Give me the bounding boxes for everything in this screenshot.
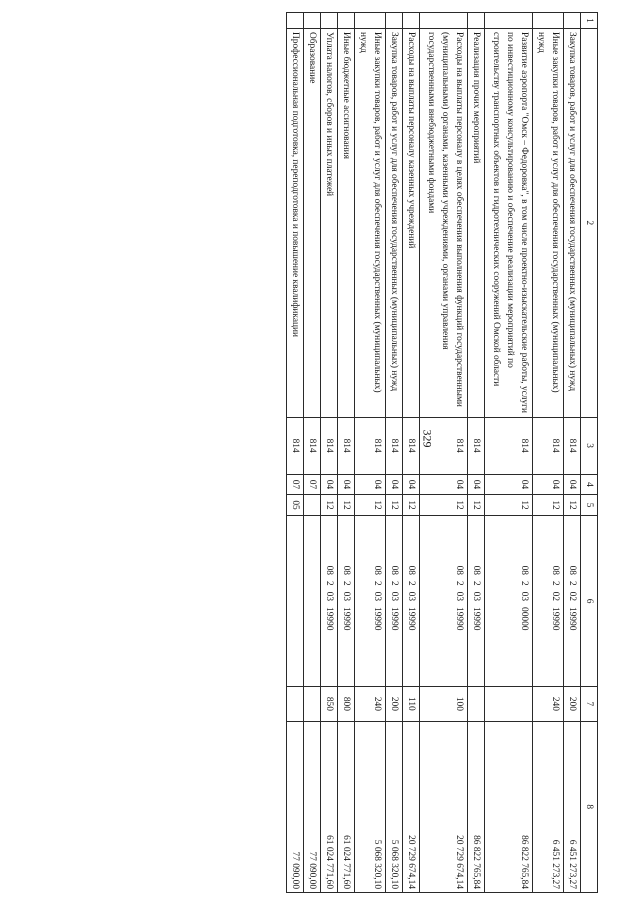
row-section-code: 04 — [355, 474, 386, 495]
row-expense-type — [468, 687, 485, 721]
row-amount: 20 729 674,14 — [420, 721, 468, 892]
table-row — [564, 13, 581, 893]
row-section-code: 04 — [468, 474, 485, 495]
target-article-part: 19990 — [567, 607, 577, 631]
target-article-part: 19990 — [454, 607, 464, 631]
row-col-1 — [304, 13, 321, 29]
row-amount: 5 068 320,10 — [355, 721, 386, 892]
target-article-part: 2 — [324, 580, 334, 586]
row-admin-code: 814 — [321, 417, 338, 474]
header-col-5: 5 — [581, 495, 598, 516]
row-name: Профессиональная подготовка, переподготовка и повышение квалификации — [287, 29, 304, 418]
row-name: Расходы на выплаты персоналу в целях обеспечения выполнения функций государственными (муниципальными) органами, казенными учреждениями, органами управления государственными внебюджетными фондами — [420, 29, 468, 418]
row-expense-type: 850 — [321, 687, 338, 721]
table-row — [386, 13, 403, 893]
row-section-code: 04 — [403, 474, 420, 495]
target-article-part: 08 — [389, 565, 399, 575]
row-target-article — [321, 515, 338, 686]
target-article-part: 08 — [519, 565, 529, 575]
row-expense-type: 100 — [420, 687, 468, 721]
target-article-part: 2 — [471, 580, 481, 586]
target-article-part: 2 — [372, 580, 382, 586]
table-row — [468, 13, 485, 893]
row-amount: 5 068 320,10 — [386, 721, 403, 892]
target-article-part: 03 — [406, 591, 416, 602]
row-subsection-code: 12 — [468, 495, 485, 516]
target-article-part: 2 — [341, 580, 351, 586]
target-article-part: 03 — [341, 591, 351, 602]
row-amount: 77 090,00 — [287, 721, 304, 892]
row-amount: 6 451 273,27 — [533, 721, 564, 892]
row-subsection-code: 12 — [386, 495, 403, 516]
row-admin-code: 814 — [564, 417, 581, 474]
table-row — [321, 13, 338, 893]
row-name: Развитие аэропорта "Омск – Федоровка", в том числе проектно-изыскательские работы, услуги по инвестиционному консультированию и обеспечение реализации мероприятий по строительству транспортных объектов и гидротехнических сооружений Омской области — [485, 29, 533, 418]
row-admin-code: 814 — [355, 417, 386, 474]
target-article-part: 08 — [471, 565, 481, 575]
table-header-row — [581, 13, 598, 893]
row-admin-code: 814 — [304, 417, 321, 474]
target-article-part: 19990 — [550, 607, 560, 631]
row-col-1 — [533, 13, 564, 29]
target-article-part: 03 — [471, 591, 481, 602]
row-name: Образование — [304, 29, 321, 418]
row-target-article — [533, 515, 564, 686]
row-amount: 86 822 765,84 — [485, 721, 533, 892]
row-target-article — [403, 515, 420, 686]
row-expense-type: 110 — [403, 687, 420, 721]
row-admin-code: 814 — [485, 417, 533, 474]
row-subsection-code: 12 — [338, 495, 355, 516]
target-article-part: 2 — [567, 580, 577, 586]
row-section-code: 07 — [287, 474, 304, 495]
target-article-part: 19990 — [471, 607, 481, 631]
table-row — [533, 13, 564, 893]
target-article-part: 08 — [567, 565, 577, 575]
row-name: Иные закупки товаров, работ и услуг для обеспечения государственных (муниципальных) нужд — [533, 29, 564, 418]
row-target-article — [355, 515, 386, 686]
row-subsection-code: 12 — [355, 495, 386, 516]
row-section-code: 04 — [420, 474, 468, 495]
rotated-table-container — [68, 12, 598, 893]
row-name: Закупка товаров, работ и услуг для обеспечения государственных (муниципальных) нужд — [386, 29, 403, 418]
row-amount: 77 090,00 — [304, 721, 321, 892]
row-amount: 6 451 273,27 — [564, 721, 581, 892]
row-col-1 — [321, 13, 338, 29]
row-admin-code: 814 — [533, 417, 564, 474]
row-amount: 61 024 771,60 — [338, 721, 355, 892]
row-col-1 — [485, 13, 533, 29]
table-row — [287, 13, 304, 893]
row-col-1 — [338, 13, 355, 29]
target-article-part: 19990 — [406, 607, 416, 631]
row-admin-code: 814 — [420, 417, 468, 474]
row-amount: 20 729 674,14 — [403, 721, 420, 892]
row-admin-code: 814 — [468, 417, 485, 474]
table-row — [304, 13, 321, 893]
table-row — [338, 13, 355, 893]
row-section-code: 04 — [564, 474, 581, 495]
row-subsection-code: 12 — [564, 495, 581, 516]
row-section-code: 04 — [485, 474, 533, 495]
row-subsection-code: 12 — [533, 495, 564, 516]
header-col-7: 7 — [581, 687, 598, 721]
row-expense-type: 240 — [355, 687, 386, 721]
target-article-part: 00000 — [519, 607, 529, 631]
target-article-part: 03 — [454, 591, 464, 602]
header-col-8: 8 — [581, 721, 598, 892]
row-amount: 86 822 765,84 — [468, 721, 485, 892]
row-target-article — [287, 515, 304, 686]
row-target-article — [304, 515, 321, 686]
row-col-1 — [386, 13, 403, 29]
target-article-part: 08 — [550, 565, 560, 575]
target-article-part: 03 — [389, 591, 399, 602]
row-target-article — [564, 515, 581, 686]
target-article-part: 19990 — [372, 607, 382, 631]
row-expense-type — [304, 687, 321, 721]
page-number: 329 — [420, 429, 435, 448]
table-row — [355, 13, 386, 893]
target-article-part: 2 — [389, 580, 399, 586]
target-article-part: 08 — [454, 565, 464, 575]
row-col-1 — [403, 13, 420, 29]
row-name: Иные бюджетные ассигнования — [338, 29, 355, 418]
row-subsection-code — [304, 495, 321, 516]
target-article-part: 02 — [567, 591, 577, 602]
row-expense-type — [485, 687, 533, 721]
row-section-code: 04 — [338, 474, 355, 495]
row-expense-type: 200 — [386, 687, 403, 721]
row-target-article — [420, 515, 468, 686]
header-col-4: 4 — [581, 474, 598, 495]
row-section-code: 07 — [304, 474, 321, 495]
row-admin-code: 814 — [287, 417, 304, 474]
table-row — [485, 13, 533, 893]
row-target-article — [468, 515, 485, 686]
target-article-part: 2 — [519, 580, 529, 586]
target-article-part: 19990 — [389, 607, 399, 631]
row-target-article — [338, 515, 355, 686]
row-subsection-code: 12 — [403, 495, 420, 516]
row-col-1 — [468, 13, 485, 29]
row-expense-type: 240 — [533, 687, 564, 721]
row-expense-type: 200 — [564, 687, 581, 721]
row-name: Расходы на выплаты персоналу казенных учреждений — [403, 29, 420, 418]
row-expense-type: 800 — [338, 687, 355, 721]
header-col-2: 2 — [581, 29, 598, 418]
row-name: Реализация прочих мероприятий — [468, 29, 485, 418]
row-col-1 — [355, 13, 386, 29]
row-admin-code: 814 — [338, 417, 355, 474]
target-article-part: 2 — [406, 580, 416, 586]
table-row — [403, 13, 420, 893]
row-subsection-code: 12 — [420, 495, 468, 516]
row-subsection-code: 12 — [485, 495, 533, 516]
row-section-code: 04 — [533, 474, 564, 495]
row-section-code: 04 — [386, 474, 403, 495]
target-article-part: 03 — [519, 591, 529, 602]
row-target-article — [485, 515, 533, 686]
table-body — [287, 13, 581, 893]
row-col-1 — [420, 13, 468, 29]
target-article-part: 03 — [372, 591, 382, 602]
header-col-6: 6 — [581, 515, 598, 686]
target-article-part: 19990 — [324, 607, 334, 631]
row-col-1 — [564, 13, 581, 29]
target-article-part: 03 — [324, 591, 334, 602]
target-article-part: 08 — [406, 565, 416, 575]
row-admin-code: 814 — [403, 417, 420, 474]
row-target-article — [386, 515, 403, 686]
row-amount: 61 024 771,60 — [321, 721, 338, 892]
row-subsection-code: 12 — [321, 495, 338, 516]
row-name: Иные закупки товаров, работ и услуг для обеспечения государственных (муниципальных) нужд — [355, 29, 386, 418]
target-article-part: 08 — [372, 565, 382, 575]
target-article-part: 02 — [550, 591, 560, 602]
row-name: Закупка товаров, работ и услуг для обеспечения государственных (муниципальных) нужд — [564, 29, 581, 418]
row-subsection-code: 05 — [287, 495, 304, 516]
target-article-part: 19990 — [341, 607, 351, 631]
row-section-code: 04 — [321, 474, 338, 495]
header-col-3: 3 — [581, 417, 598, 474]
target-article-part: 08 — [324, 565, 334, 575]
target-article-part: 2 — [454, 580, 464, 586]
row-admin-code: 814 — [386, 417, 403, 474]
header-col-1: 1 — [581, 13, 598, 29]
budget-table — [286, 12, 598, 893]
table-row — [420, 13, 468, 893]
row-name: Уплата налогов, сборов и иных платежей — [321, 29, 338, 418]
row-expense-type — [287, 687, 304, 721]
target-article-part: 2 — [550, 580, 560, 586]
target-article-part: 08 — [341, 565, 351, 575]
row-col-1 — [287, 13, 304, 29]
